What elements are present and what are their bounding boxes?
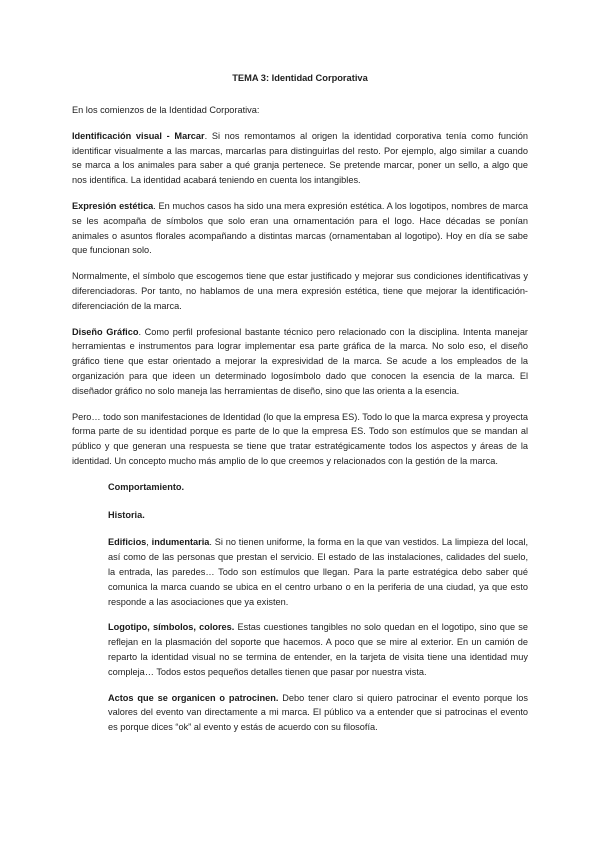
term-separator: , bbox=[146, 537, 152, 548]
item-logotipo bbox=[108, 620, 528, 679]
paragraph-text: . En muchos casos ha sido una mera expresión estética. A los logotipos, nombres de marca se les acompaña de símbolos que solo eran una ornamentación para el logo. Hace décadas se ponían animales o asuntos florales acompañando a distintas marcas (ornamentaban al logotipo). Hoy en día se sabe que funcionan solo. bbox=[72, 200, 528, 256]
term-label: Expresión estética bbox=[72, 200, 154, 211]
intro-paragraph: En los comienzos de la Identidad Corporativa: bbox=[72, 105, 260, 115]
term-label-secondary: indumentaria bbox=[151, 537, 210, 548]
paragraph-text: Debo tener claro si quiero patrocinar el evento porque los valores del evento van directamente a mi marca. El público va a entender que si patrocinas el evento es porque dices “ok” al evento y estás de acuerdo con su filosofía. bbox=[108, 692, 528, 733]
paragraph-text: Pero… todo son manifestaciones de Identidad (lo que la empresa ES). Todo lo que la marca expresa y proyecta forma parte de su identidad porque es parte de lo que la empresa ES. Todo son estímulos que se mandan al público y que generan una respuesta se tiene que tratar estratégicamente todos los aspectos y áreas de la identidad. Un concepto mucho más amplio de lo que creemos y relacionados con la gestión de la marca. bbox=[72, 411, 528, 466]
term-label: Identificación visual - Marcar bbox=[72, 130, 205, 141]
item-edificios bbox=[108, 535, 528, 609]
indented-list bbox=[72, 480, 528, 735]
paragraph-text: . Si no tienen uniforme, la forma en la que van vestidos. La limpieza del local, así como de las personas que prestan el servicio. El estado de las instalaciones, calidades del suelo, la entrada, las paredes… Todo son estímulos que llegan. Para la parte estratégica debo saber qué comunica la marca cuando se ubica en el centro urbano o en la periferia de una ciudad, ya que esto responde a las asociaciones que ya existen. bbox=[108, 537, 528, 607]
term-label: Actos que se organicen o patrocinen. bbox=[108, 692, 279, 703]
paragraph-expresion bbox=[72, 199, 528, 258]
paragraph-text: Estas cuestiones tangibles no solo quedan en el logotipo, sino que se reflejan en la plasmación del soporte que hacemos. A poco que se mire al exterior. En un camión de reparto la identidad visual no se termina de entender, en la tarjeta de visita tiene una identidad muy compleja… Todos estos pequeños detalles tienen que pasar por nuestra vista. bbox=[108, 622, 528, 677]
paragraph-text: . Si nos remontamos al origen la identidad corporativa tenía como función identificar visualmente a las marcas, marcarlas para distinguirlas del resto. Por ejemplo, algo similar a cuando se marca a los animales para saber a qué granja pertenece. Se pretende marcar, poner un sello, a algo que nos identifica. La identidad acabará teniendo en cuenta los intangibles. bbox=[72, 130, 528, 186]
paragraph-text: Normalmente, el símbolo que escogemos tiene que estar justificado y mejorar sus condiciones identificativas y diferenciadoras. Por tanto, no hablamos de una mera expresión estética, tiene que mejorar la identificación-diferenciación de la marca. bbox=[72, 271, 528, 311]
subheading-historia: Historia. bbox=[108, 509, 145, 520]
paragraph-diseno bbox=[72, 325, 528, 399]
page-title: TEMA 3: Identidad Corporativa bbox=[232, 73, 368, 83]
paragraph-normalmente bbox=[72, 269, 528, 313]
item-actos bbox=[108, 691, 528, 735]
term-label: Diseño Gráfico bbox=[72, 326, 139, 337]
term-label: Edificios bbox=[108, 537, 147, 548]
term-label: Logotipo, símbolos, colores. bbox=[108, 622, 235, 633]
subheading-comportamiento: Comportamiento. bbox=[108, 481, 185, 492]
paragraph-identificacion bbox=[72, 129, 528, 188]
paragraph-manifestaciones bbox=[72, 410, 528, 469]
paragraph-text: . Como perfil profesional bastante técnico pero relacionado con la disciplina. Intenta manejar herramientas e instrumentos para lograr implementar esa parte gráfica de la marca. No solo eso, el diseño gráfico tiene que estar orientado a mejorar la expresividad de la marca. Se acude a los empleados de la organización para que ideen un determinado logosímbolo dado que conocen la esencia de la marca. El diseñador gráfico no solo maneja las herramientas de diseño, sino que las orienta a la esencia. bbox=[72, 326, 528, 396]
